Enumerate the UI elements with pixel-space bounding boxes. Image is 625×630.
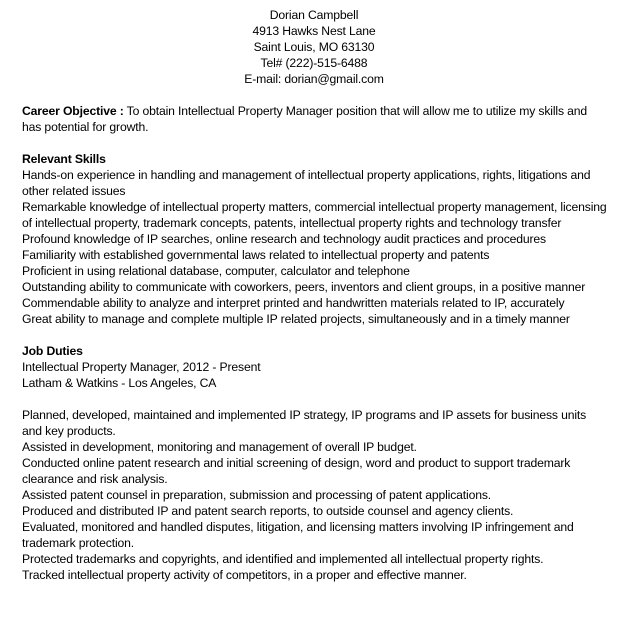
job-employer: Latham & Watkins - Los Angeles, CA	[22, 376, 217, 390]
duty-item: Conducted online patent research and initial screening of design, word and product to support trademark clearance and risk analysis.	[22, 456, 571, 486]
duty-item: Protected trademarks and copyrights, and identified and implemented all intellectual property rights.	[22, 552, 544, 566]
spacer	[22, 87, 625, 103]
skill-item: Commendable ability to analyze and interpret printed and handwritten materials related to IP, accurately	[22, 296, 565, 310]
skill-item: Great ability to manage and complete multiple IP related projects, simultaneously and in a timely manner	[22, 312, 570, 326]
career-objective-text: To obtain Intellectual Property Manager position that will allow me to utilize my skills and has potential for growth.	[22, 104, 588, 134]
skill-item: Proficient in using relational database, computer, calculator and telephone	[22, 264, 410, 278]
spacer	[22, 135, 625, 151]
address-line-2: Saint Louis, MO 63130	[253, 40, 375, 54]
duty-item: Assisted patent counsel in preparation, submission and processing of patent applications.	[22, 488, 492, 502]
skill-item: Remarkable knowledge of intellectual property matters, commercial intellectual property management, licensing of intellectual property, trademark concepts, patents, intellectual property rights and technology transfer	[22, 200, 607, 230]
career-objective	[22, 103, 607, 135]
duty-item: Planned, developed, maintained and implemented IP strategy, IP programs and IP assets for business units and key products.	[22, 408, 587, 438]
skill-item: Outstanding ability to communicate with coworkers, peers, inventors and client groups, in a positive manner	[22, 280, 586, 294]
contact-header	[22, 7, 604, 87]
phone-number: Tel# (222)-515-6488	[260, 56, 368, 70]
duty-item: Tracked intellectual property activity of competitors, in a proper and effective manner.	[22, 568, 467, 582]
career-objective-label: Career Objective :	[22, 104, 124, 118]
duty-item: Evaluated, monitored and handled disputes, litigation, and licensing matters involving IP infringement and trademark protection.	[22, 520, 574, 550]
skill-item: Familiarity with established governmental laws related to intellectual property and patents	[22, 248, 490, 262]
skills-list	[22, 167, 607, 327]
spacer	[22, 391, 625, 407]
spacer	[22, 327, 625, 343]
duties-list	[22, 407, 607, 583]
duty-item: Assisted in development, monitoring and management of overall IP budget.	[22, 440, 417, 454]
skill-item: Hands-on experience in handling and management of intellectual property applications, rights, litigations and other related issues	[22, 168, 591, 198]
address-line-1: 4913 Hawks Nest Lane	[252, 24, 376, 38]
skill-item: Profound knowledge of IP searches, online research and technology audit practices and procedures	[22, 232, 546, 246]
email-address: E-mail: dorian@gmail.com	[244, 72, 384, 86]
applicant-name: Dorian Campbell	[269, 8, 359, 22]
duty-item: Produced and distributed IP and patent search reports, to outside counsel and agency clients.	[22, 504, 514, 518]
skills-heading: Relevant Skills	[22, 152, 106, 166]
job-duties-heading: Job Duties	[22, 344, 83, 358]
job-position: Intellectual Property Manager, 2012 - Present	[22, 360, 261, 374]
